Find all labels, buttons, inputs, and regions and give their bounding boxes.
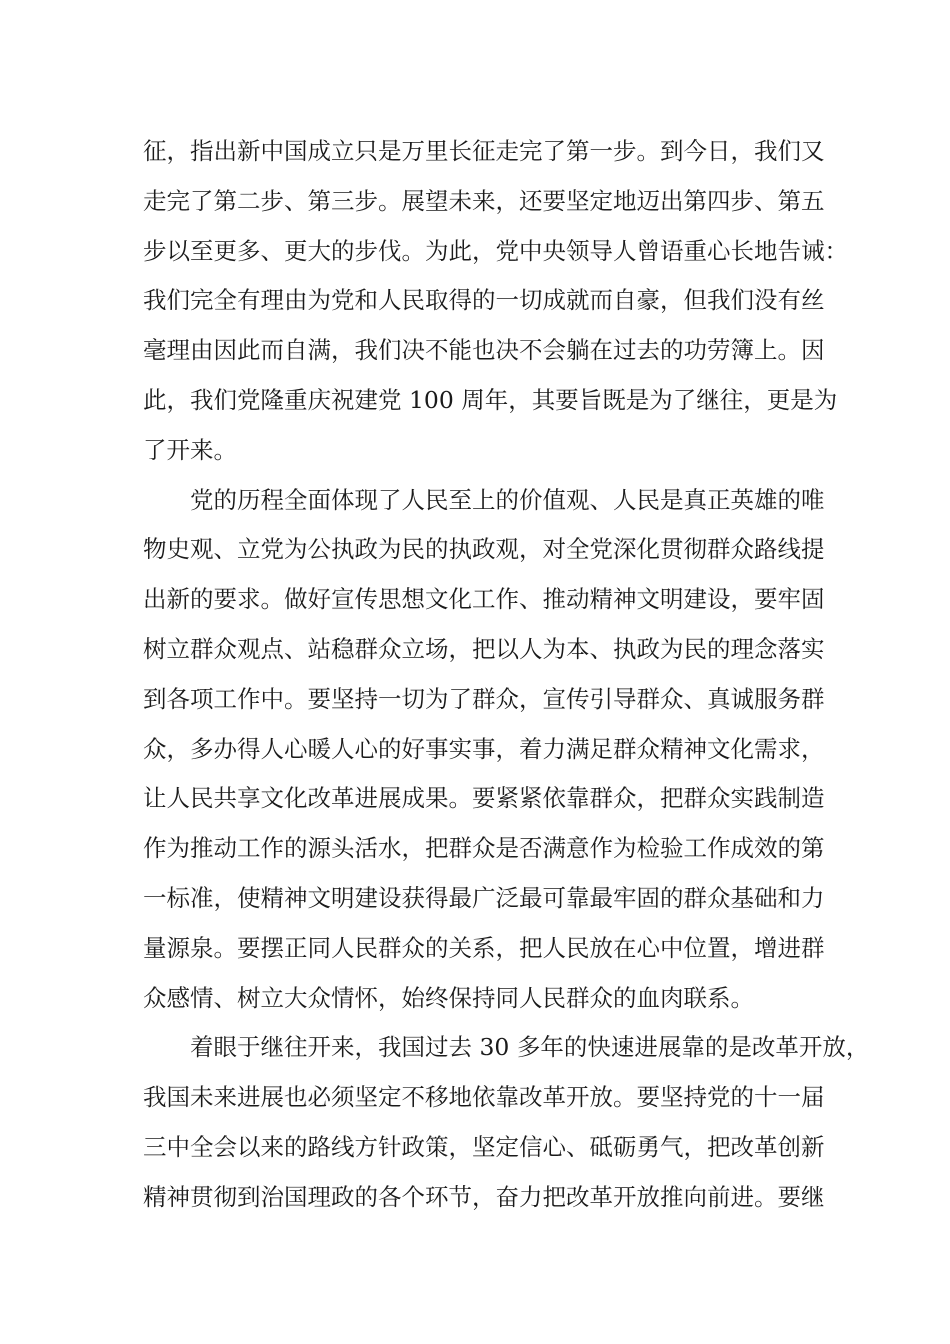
text-line: 着眼于继往开来，我国过去 30 多年的快速进展靠的是改革开放， <box>190 1033 870 1062</box>
text-line: 精神贯彻到治国理政的各个环节，奋力把改革开放推向前进。要继 <box>143 1182 825 1211</box>
text-line: 作为推动工作的源头活水，把群众是否满意作为检验工作成效的第 <box>143 834 825 863</box>
text-line: 了开来。 <box>143 435 237 464</box>
text-line: 我们完全有理由为党和人民取得的一切成就而自豪，但我们没有丝 <box>143 286 825 315</box>
text-line: 我国未来进展也必须坚定不移地依靠改革开放。要坚持党的十一届 <box>143 1083 825 1112</box>
text-line: 党的历程全面体现了人民至上的价值观、人民是真正英雄的唯 <box>190 485 825 514</box>
text-line: 到各项工作中。要坚持一切为了群众，宣传引导群众、真诚服务群 <box>143 684 825 713</box>
text-line: 毫理由因此而自满，我们决不能也决不会躺在过去的功劳簿上。因 <box>143 336 825 365</box>
text-line: 步以至更多、更大的步伐。为此，党中央领导人曾语重心长地告诫： <box>143 236 848 265</box>
text-line: 物史观、立党为公执政为民的执政观，对全党深化贯彻群众路线提 <box>143 535 825 564</box>
text-line: 量源泉。要摆正同人民群众的关系，把人民放在心中位置，增进群 <box>143 933 825 962</box>
text-line: 让人民共享文化改革进展成果。要紧紧依靠群众，把群众实践制造 <box>143 784 825 813</box>
text-line: 出新的要求。做好宣传思想文化工作、推动精神文明建设，要牢固 <box>143 585 825 614</box>
text-line: 走完了第二步、第三步。展望未来，还要坚定地迈出第四步、第五 <box>143 186 825 215</box>
text-line: 一标准，使精神文明建设获得最广泛最可靠最牢固的群众基础和力 <box>143 883 825 912</box>
text-line: 三中全会以来的路线方针政策，坚定信心、砥砺勇气，把改革创新 <box>143 1132 825 1161</box>
body-text <box>143 127 870 1223</box>
text-line: 此，我们党隆重庆祝建党 100 周年，其要旨既是为了继往，更是为 <box>143 385 838 414</box>
text-line: 众感情、树立大众情怀，始终保持同人民群众的血肉联系。 <box>143 983 754 1012</box>
text-line: 树立群众观点、站稳群众立场，把以人为本、执政为民的理念落实 <box>143 634 825 663</box>
text-line: 征，指出新中国成立只是万里长征走完了第一步。到今日，我们又 <box>143 137 825 165</box>
text-line: 众，多办得人心暖人心的好事实事，着力满足群众精神文化需求， <box>143 734 825 763</box>
